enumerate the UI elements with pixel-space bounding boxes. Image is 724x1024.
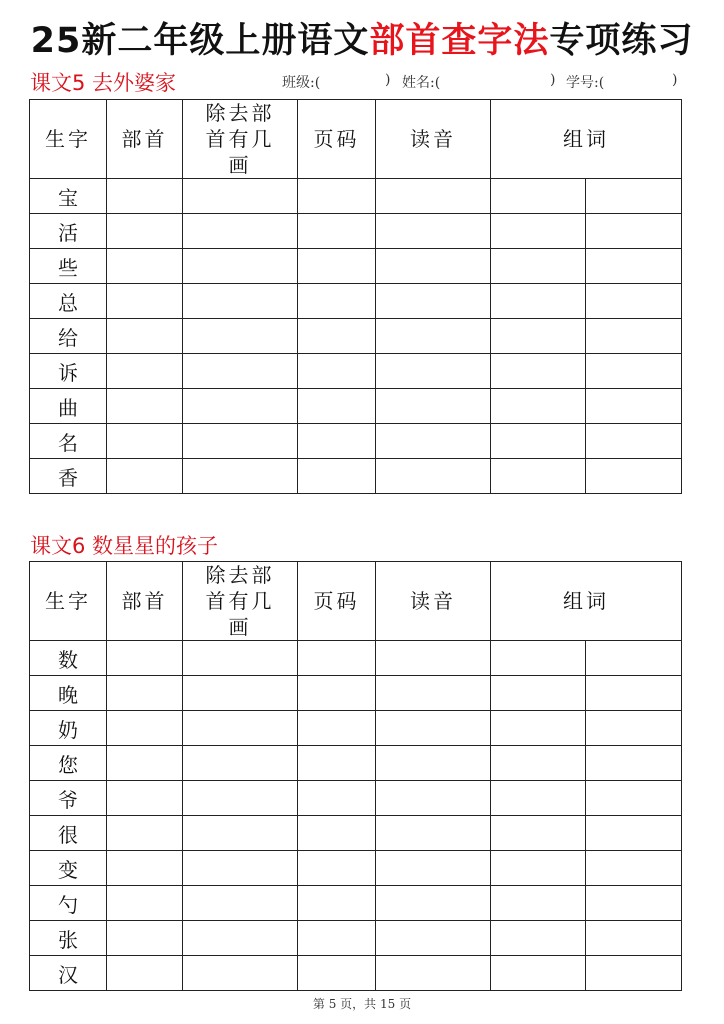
radical-cell[interactable] (107, 389, 183, 424)
reading-cell[interactable] (376, 851, 491, 886)
radical-cell[interactable] (107, 816, 183, 851)
char-cell: 些 (30, 249, 107, 284)
strokes-cell[interactable] (183, 179, 298, 214)
radical-cell[interactable] (107, 284, 183, 319)
page-cell[interactable] (298, 641, 376, 676)
page-cell[interactable] (298, 424, 376, 459)
table-row (30, 389, 682, 424)
char-cell: 曲 (30, 389, 107, 424)
lesson-1-table (29, 99, 682, 494)
page-cell[interactable] (298, 746, 376, 781)
name-close: ) (550, 72, 556, 88)
title-part-1: 25新二年级上册语文 (30, 21, 370, 61)
title-part-2: 部首查字法 (369, 21, 550, 61)
page-cell[interactable] (298, 214, 376, 249)
table-row (30, 711, 682, 746)
radical-cell[interactable] (107, 711, 183, 746)
table-row (30, 319, 682, 354)
strokes-cell[interactable] (183, 921, 298, 956)
radical-cell[interactable] (107, 424, 183, 459)
page-cell[interactable] (298, 249, 376, 284)
radical-cell[interactable] (107, 851, 183, 886)
page-cell[interactable] (298, 459, 376, 494)
radical-cell[interactable] (107, 676, 183, 711)
word-cell-1[interactable] (491, 284, 586, 319)
radical-cell[interactable] (107, 214, 183, 249)
word-cell-2[interactable] (586, 249, 682, 284)
radical-cell[interactable] (107, 179, 183, 214)
strokes-cell[interactable] (183, 851, 298, 886)
word-cell-2[interactable] (586, 284, 682, 319)
reading-cell[interactable] (376, 746, 491, 781)
lesson-2-label: 课文6 数星星的孩子 (30, 534, 219, 558)
strokes-cell[interactable] (183, 354, 298, 389)
page-cell[interactable] (298, 179, 376, 214)
page-cell[interactable] (298, 956, 376, 991)
strokes-cell[interactable] (183, 746, 298, 781)
radical-cell[interactable] (107, 459, 183, 494)
word-cell-2[interactable] (586, 851, 682, 886)
char-cell: 汉 (30, 956, 107, 991)
radical-cell[interactable] (107, 921, 183, 956)
radical-cell[interactable] (107, 319, 183, 354)
page-cell[interactable] (298, 284, 376, 319)
char-cell: 香 (30, 459, 107, 494)
reading-cell[interactable] (376, 284, 491, 319)
radical-cell[interactable] (107, 886, 183, 921)
header-page: 页码 (298, 562, 376, 641)
page-cell[interactable] (298, 676, 376, 711)
char-cell: 晚 (30, 676, 107, 711)
header-strokes: 除去部首有几画 (183, 562, 298, 641)
word-cell-2[interactable] (586, 319, 682, 354)
word-cell-2[interactable] (586, 886, 682, 921)
char-cell: 活 (30, 214, 107, 249)
class-label: 班级:( (282, 75, 321, 91)
reading-cell[interactable] (376, 711, 491, 746)
table-row (30, 886, 682, 921)
page-cell[interactable] (298, 319, 376, 354)
table-row (30, 424, 682, 459)
word-cell-2[interactable] (586, 921, 682, 956)
strokes-cell[interactable] (183, 459, 298, 494)
header-page: 页码 (298, 100, 376, 179)
word-cell-1[interactable] (491, 319, 586, 354)
char-cell: 您 (30, 746, 107, 781)
char-cell: 总 (30, 284, 107, 319)
radical-cell[interactable] (107, 746, 183, 781)
char-cell: 名 (30, 424, 107, 459)
table-row (30, 816, 682, 851)
page-cell[interactable] (298, 354, 376, 389)
word-cell-2[interactable] (586, 389, 682, 424)
reading-cell[interactable] (376, 921, 491, 956)
header-radical: 部首 (107, 100, 183, 179)
char-cell: 奶 (30, 711, 107, 746)
word-cell-2[interactable] (586, 816, 682, 851)
table-row (30, 459, 682, 494)
radical-cell[interactable] (107, 249, 183, 284)
header-row (30, 562, 682, 641)
word-cell-1[interactable] (491, 851, 586, 886)
strokes-cell[interactable] (183, 641, 298, 676)
word-cell-1[interactable] (491, 781, 586, 816)
header-reading: 读音 (376, 562, 491, 641)
word-cell-2[interactable] (586, 354, 682, 389)
page-cell[interactable] (298, 851, 376, 886)
word-cell-2[interactable] (586, 179, 682, 214)
word-cell-1[interactable] (491, 389, 586, 424)
page-cell[interactable] (298, 389, 376, 424)
title-part-3: 专项练习 (549, 21, 694, 61)
word-cell-2[interactable] (586, 711, 682, 746)
word-cell-2[interactable] (586, 641, 682, 676)
word-cell-1[interactable] (491, 214, 586, 249)
header-words: 组词 (491, 562, 682, 641)
reading-cell[interactable] (376, 956, 491, 991)
table-row (30, 781, 682, 816)
student-info-line (282, 72, 702, 92)
strokes-cell[interactable] (183, 319, 298, 354)
reading-cell[interactable] (376, 781, 491, 816)
reading-cell[interactable] (376, 641, 491, 676)
page-footer: 第 5 页，共 15 页 (312, 997, 412, 1011)
reading-cell[interactable] (376, 389, 491, 424)
word-cell-2[interactable] (586, 781, 682, 816)
radical-cell[interactable] (107, 956, 183, 991)
header-row (30, 100, 682, 179)
reading-cell[interactable] (376, 459, 491, 494)
strokes-cell[interactable] (183, 389, 298, 424)
word-cell-1[interactable] (491, 886, 586, 921)
page-cell[interactable] (298, 886, 376, 921)
table-row (30, 249, 682, 284)
page-cell[interactable] (298, 781, 376, 816)
lesson-2-table (29, 561, 682, 991)
word-cell-1[interactable] (491, 921, 586, 956)
radical-cell[interactable] (107, 641, 183, 676)
strokes-cell[interactable] (183, 956, 298, 991)
strokes-cell[interactable] (183, 676, 298, 711)
lesson-1-label: 课文5 去外婆家 (30, 71, 177, 95)
strokes-cell[interactable] (183, 816, 298, 851)
reading-cell[interactable] (376, 676, 491, 711)
word-cell-1[interactable] (491, 641, 586, 676)
word-cell-1[interactable] (491, 179, 586, 214)
char-cell: 爷 (30, 781, 107, 816)
word-cell-1[interactable] (491, 816, 586, 851)
radical-cell[interactable] (107, 354, 183, 389)
reading-cell[interactable] (376, 319, 491, 354)
word-cell-2[interactable] (586, 746, 682, 781)
reading-cell[interactable] (376, 424, 491, 459)
table-row (30, 284, 682, 319)
header-char: 生字 (30, 100, 107, 179)
header-reading: 读音 (376, 100, 491, 179)
word-cell-1[interactable] (491, 249, 586, 284)
strokes-cell[interactable] (183, 214, 298, 249)
header-char: 生字 (30, 562, 107, 641)
word-cell-1[interactable] (491, 746, 586, 781)
reading-cell[interactable] (376, 249, 491, 284)
char-cell: 数 (30, 641, 107, 676)
page-title (0, 16, 724, 66)
table-row (30, 851, 682, 886)
name-label: 姓名:( (402, 75, 441, 91)
word-cell-1[interactable] (491, 956, 586, 991)
strokes-cell[interactable] (183, 781, 298, 816)
char-cell: 勺 (30, 886, 107, 921)
strokes-cell[interactable] (183, 711, 298, 746)
reading-cell[interactable] (376, 214, 491, 249)
strokes-cell[interactable] (183, 886, 298, 921)
word-cell-2[interactable] (586, 676, 682, 711)
strokes-cell[interactable] (183, 249, 298, 284)
table-row (30, 354, 682, 389)
char-cell: 宝 (30, 179, 107, 214)
reading-cell[interactable] (376, 179, 491, 214)
word-cell-2[interactable] (586, 214, 682, 249)
char-cell: 变 (30, 851, 107, 886)
table-row (30, 676, 682, 711)
id-label: 学号:( (566, 75, 605, 91)
strokes-cell[interactable] (183, 424, 298, 459)
word-cell-2[interactable] (586, 459, 682, 494)
reading-cell[interactable] (376, 816, 491, 851)
header-strokes: 除去部首有几画 (183, 100, 298, 179)
char-cell: 很 (30, 816, 107, 851)
word-cell-2[interactable] (586, 424, 682, 459)
char-cell: 给 (30, 319, 107, 354)
header-words: 组词 (491, 100, 682, 179)
table-row (30, 921, 682, 956)
class-close: ) (385, 72, 391, 88)
reading-cell[interactable] (376, 354, 491, 389)
word-cell-1[interactable] (491, 676, 586, 711)
word-cell-1[interactable] (491, 711, 586, 746)
char-cell: 张 (30, 921, 107, 956)
page-cell[interactable] (298, 816, 376, 851)
word-cell-1[interactable] (491, 459, 586, 494)
table-row (30, 179, 682, 214)
table-row (30, 641, 682, 676)
char-cell: 诉 (30, 354, 107, 389)
page-cell[interactable] (298, 711, 376, 746)
table-row (30, 746, 682, 781)
page-cell[interactable] (298, 921, 376, 956)
radical-cell[interactable] (107, 781, 183, 816)
header-radical: 部首 (107, 562, 183, 641)
word-cell-1[interactable] (491, 354, 586, 389)
id-close: ) (672, 72, 678, 88)
word-cell-2[interactable] (586, 956, 682, 991)
word-cell-1[interactable] (491, 424, 586, 459)
reading-cell[interactable] (376, 886, 491, 921)
table-row (30, 956, 682, 991)
strokes-cell[interactable] (183, 284, 298, 319)
table-row (30, 214, 682, 249)
